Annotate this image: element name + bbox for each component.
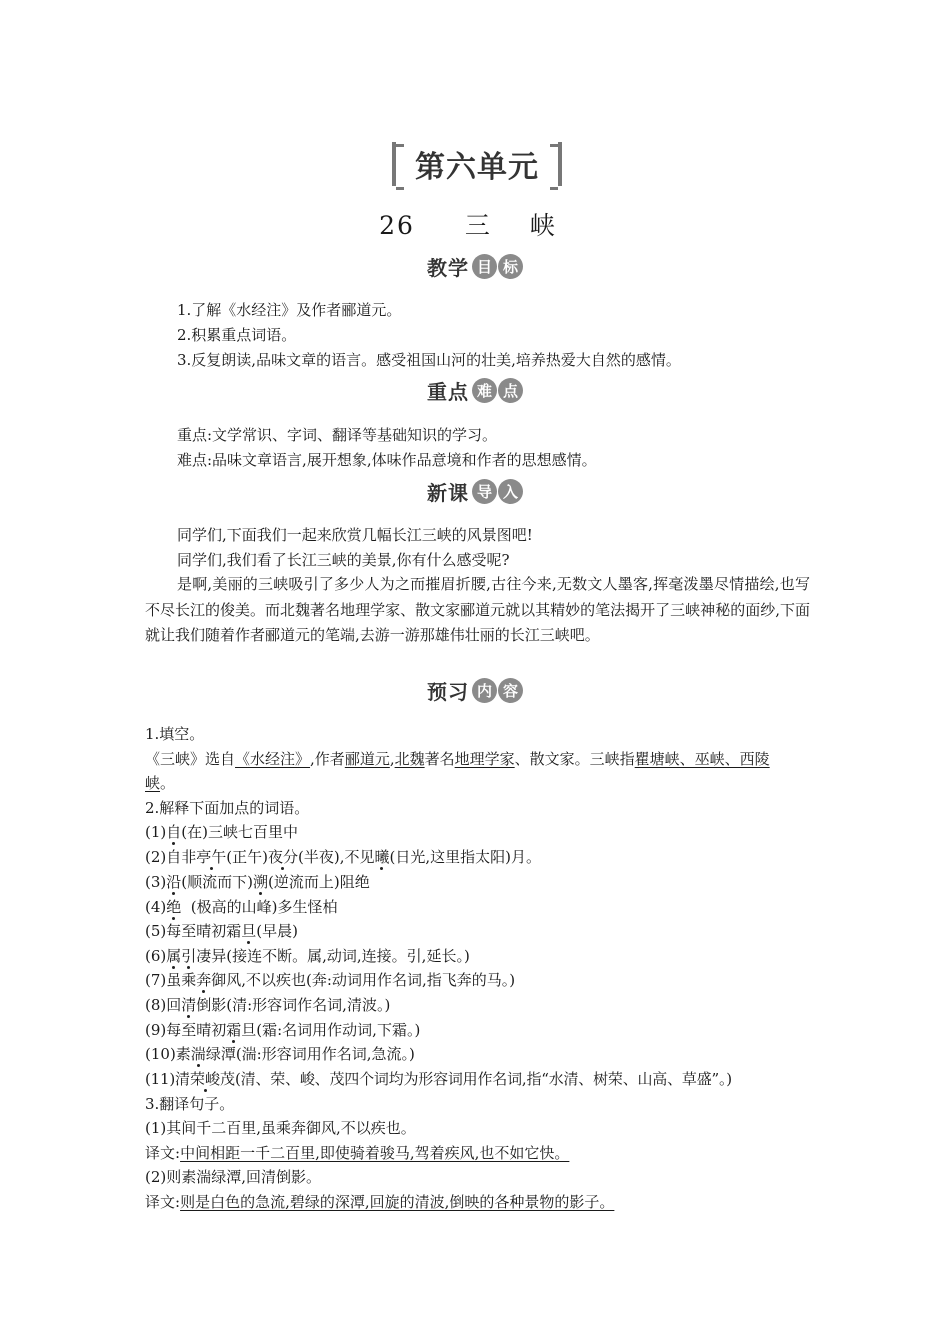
intro-paragraph: 同学们,下面我们一起来欣赏几幅长江三峡的风景图吧! [177, 526, 533, 544]
translate-source: (1)其间千二百里,虽乘奔御风,不以疾也。 [145, 1119, 416, 1137]
vocab-text: (5)每至晴初霜 [145, 922, 242, 940]
section-heading-preview [0, 676, 950, 705]
intro-paragraph: 是啊,美丽的三峡吸引了多少人为之而摧眉折腰,古往今来,无数文人墨客,挥毫泼墨尽情描绘,也写不尽长江的俊美。而北魏著名地理学家、散文家郦道元就以其精妙的笔法揭开了三峡神秘的面纱,下面就让我们随着作者郦道元的笔端,去游一游那雄伟壮丽的长江三峡吧。 [145, 575, 810, 644]
vocab-item [145, 1067, 732, 1091]
dotted-word: 引 [181, 947, 197, 965]
goal-item: 2.积累重点词语。 [177, 326, 297, 344]
translate-answer [145, 1141, 569, 1165]
difficult-point: 难点:品味文章语言,展开想象,体味作品意境和作者的思想感情。 [177, 451, 597, 469]
vocab-text: (清、荣、峻、茂四个词均为形容词用作名词,指“水清、树荣、山高、草盛”。) [235, 1070, 732, 1088]
dotted-word: 清荣峻茂 [175, 1070, 236, 1088]
question-title: 2.解释下面加点的词语。 [145, 799, 310, 817]
goal-item: 3.反复朗读,品味文章的语言。感受祖国山河的壮美,培养热爱大自然的感情。 [177, 351, 681, 369]
fill-answer: 郦道元 [344, 750, 390, 768]
fill-answer: 北魏 [394, 750, 425, 768]
vocab-text: (1) [145, 823, 167, 841]
translate-answer [145, 1190, 614, 1214]
vocab-text: (8)回 [145, 996, 182, 1014]
section-heading-text: 重点 [427, 380, 469, 404]
vocab-item [145, 870, 370, 894]
section-heading-text: 预习 [427, 680, 469, 704]
fill-text: 著名 [424, 750, 455, 768]
fill-answer: 《水经注》 [235, 750, 311, 768]
question-title: 1.填空。 [145, 725, 205, 743]
dotted-word: 旦 [241, 922, 257, 940]
dotted-word: 曦 [374, 848, 390, 866]
vocab-text: (4) [145, 898, 167, 916]
section-heading-keys [0, 376, 950, 405]
key-point: 重点:文学常识、字词、翻译等基础知识的学习。 [177, 426, 498, 444]
vocab-text: 御风,不以疾也(奔:动词用作名词,指飞奔的马。) [211, 971, 516, 989]
vocab-text: 凄异(接连不断。属,动词,连接。引,延长。) [196, 947, 470, 965]
section-heading-intro [0, 477, 950, 506]
vocab-text: (顺流而下) [181, 873, 253, 891]
section-badge: 入 [498, 479, 523, 504]
answer-text: 中间相距一千二百里,即使骑着骏马,驾着疾风,也不如它快。 [180, 1144, 570, 1162]
section-heading-text: 新课 [427, 481, 469, 505]
vocab-item [145, 1018, 420, 1042]
dotted-word: 奔 [196, 971, 212, 989]
vocab-item [145, 968, 515, 992]
fill-text: 《三峡》选自 [145, 750, 236, 768]
answer-text: 则是白色的急流,碧绿的深潭,回旋的清波,倒映的各种景物的影子。 [180, 1193, 615, 1211]
vocab-item [145, 820, 298, 844]
vocab-item [145, 919, 298, 943]
vocab-item [145, 1042, 415, 1066]
intro-paragraph: 同学们,我们看了长江三峡的美景,你有什么感受呢? [177, 551, 510, 569]
vocab-text: (2)自非 [145, 848, 197, 866]
vocab-text: (7)虽乘 [145, 971, 197, 989]
answer-label: 译文: [145, 1144, 181, 1162]
fill-answer: 瞿塘峡、巫峡、西陵 [634, 750, 770, 768]
vocab-text: (9)每至晴初 [145, 1021, 227, 1039]
lesson-title [0, 206, 950, 242]
answer-label: 译文: [145, 1193, 181, 1211]
section-badge: 标 [498, 254, 523, 279]
dotted-word: 溯 [252, 873, 268, 891]
fill-text: , [389, 750, 395, 768]
translate-source: (2)则素湍绿潭,回清倒影。 [145, 1168, 322, 1186]
section-badge: 目 [472, 254, 497, 279]
dotted-word: 亭午 [196, 848, 227, 866]
goal-item: 1.了解《水经注》及作者郦道元。 [177, 301, 402, 319]
dotted-word: 绝 [166, 898, 182, 916]
vocab-item [145, 895, 338, 919]
section-badge: 导 [472, 479, 497, 504]
dotted-word: 夜分 [267, 848, 298, 866]
vocab-text: 旦(霜:名词用作动词,下霜。) [241, 1021, 421, 1039]
vocab-text: (在)三峡七百里中 [181, 823, 298, 841]
section-heading-goals [0, 252, 950, 281]
vocab-item [145, 944, 470, 968]
dotted-word: 自 [166, 823, 182, 841]
vocab-text: (逆流而上)阻绝 [268, 873, 370, 891]
dotted-word: 沿 [166, 873, 182, 891]
fill-text: 、散文家。三峡指 [514, 750, 635, 768]
vocab-text: (极高的山峰)多生怪柏 [181, 898, 338, 916]
dotted-word: 属 [166, 947, 182, 965]
fill-in-line-cont [145, 771, 175, 795]
vocab-text: (半夜),不见 [298, 848, 375, 866]
fill-in-line [145, 747, 770, 771]
vocab-text: (日光,这里指太阳)月。 [389, 848, 541, 866]
unit-title: 第六单元 [415, 150, 539, 185]
vocab-text: 倒影(清:形容词作名词,清波。) [196, 996, 391, 1014]
fill-answer: 地理学家 [454, 750, 515, 768]
vocab-text: (6) [145, 947, 167, 965]
dotted-word: 霜 [226, 1021, 242, 1039]
vocab-text: (早晨) [256, 922, 298, 940]
lesson-number: 26 [379, 211, 415, 240]
section-badge: 内 [472, 678, 497, 703]
section-badge: 难 [472, 378, 497, 403]
dotted-word: 清 [181, 996, 197, 1014]
fill-text: 。 [160, 774, 176, 792]
vocab-text: (10)素 [145, 1045, 191, 1063]
section-badge: 点 [498, 378, 523, 403]
vocab-item [145, 845, 541, 869]
vocab-item [145, 993, 390, 1017]
question-title: 3.翻译句子。 [145, 1095, 235, 1113]
dotted-word: 湍 [190, 1045, 206, 1063]
vocab-text: (11) [145, 1070, 175, 1088]
section-badge: 容 [498, 678, 523, 703]
vocab-text: (3) [145, 873, 167, 891]
lesson-char-2: 峡 [529, 211, 557, 240]
lesson-char-1: 三 [464, 211, 492, 240]
section-heading-text: 教学 [427, 256, 469, 280]
fill-answer: 峡 [145, 774, 161, 792]
vocab-text: 绿潭(湍:形容词用作名词,急流。) [205, 1045, 415, 1063]
unit-banner [392, 142, 562, 186]
fill-text: ,作者 [310, 750, 345, 768]
vocab-text: (正午) [226, 848, 268, 866]
